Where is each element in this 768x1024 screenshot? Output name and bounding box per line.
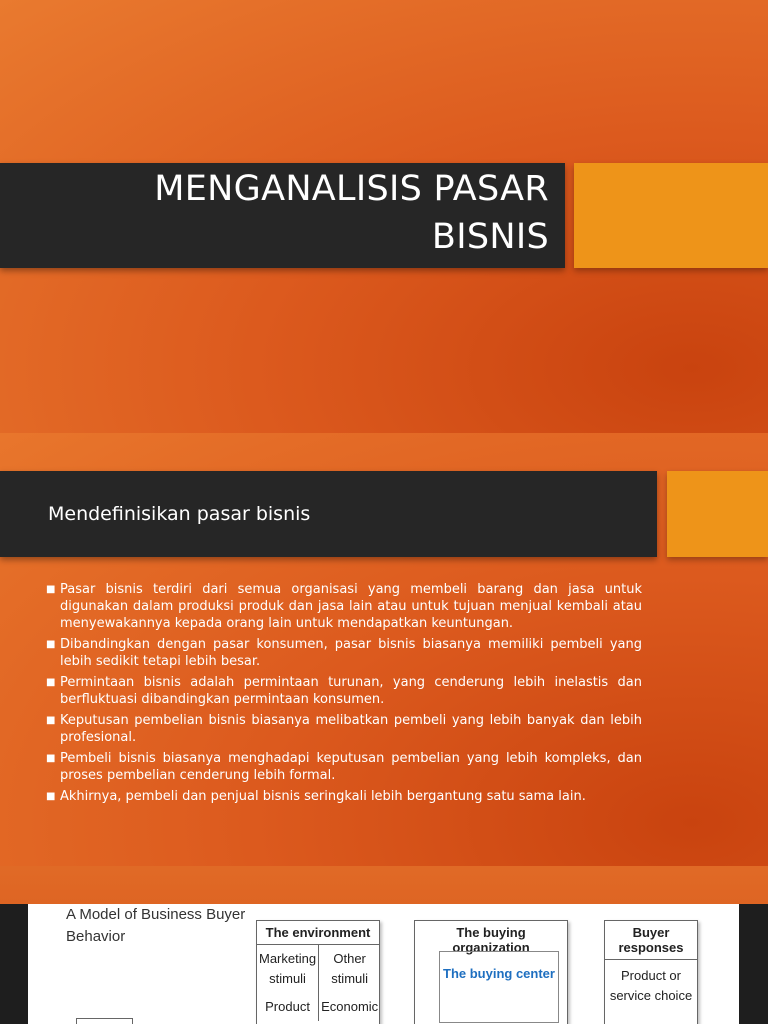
title-slide <box>0 0 768 433</box>
bullet-square-icon: ■ <box>46 715 56 726</box>
bullet-item: ■ Pembeli bisnis biasanya menghadapi keputusan pembelian yang lebih kompleks, dan proses pembelian cenderung lebih formal. <box>46 751 642 783</box>
bullet-item: ■ Akhirnya, pembeli dan penjual bisnis seringkali lebih bergantung satu sama lain. <box>46 789 586 804</box>
figure-title: A Model of Business Buyer Behavior <box>66 906 246 945</box>
response-choice: Product or service choice <box>609 968 693 1003</box>
title-line-1: MENGANALISIS PASAR <box>154 169 549 209</box>
bullet-list <box>46 581 642 809</box>
bullet-item: ■ Permintaan bisnis adalah permintaan turunan, yang cenderung lebih inelastis dan berfluktuasi dibandingkan permintaan konsumen. <box>46 675 642 707</box>
environment-box <box>256 920 380 1024</box>
accent-block <box>667 471 768 557</box>
slide-title <box>154 165 549 261</box>
marketing-stimuli: Marketing stimuli Product <box>259 951 317 1014</box>
buyer-responses-title: Buyer responses <box>605 921 697 960</box>
other-stimuli: Other stimuli Economic <box>318 945 380 1021</box>
bullet-item: ■ Dibandingkan dengan pasar konsumen, pasar bisnis biasanya memiliki pembeli yang lebih sedikit tetapi lebih besar. <box>46 637 642 669</box>
bullet-item: ■ Keputusan pembelian bisnis biasanya melibatkan pembeli yang lebih banyak dan lebih profesional. <box>46 713 642 745</box>
bullet-square-icon: ■ <box>46 791 56 802</box>
bullet-square-icon: ■ <box>46 677 56 688</box>
model-slide <box>0 866 768 1024</box>
accent-block <box>574 163 768 268</box>
definition-slide <box>0 433 768 866</box>
bullet-square-icon: ■ <box>46 753 56 764</box>
buying-organization-title: The buying organization <box>452 925 530 955</box>
header-bar <box>0 471 657 557</box>
buying-center: The buying center <box>439 951 559 1023</box>
slide-heading: Mendefinisikan pasar bisnis <box>48 503 311 525</box>
model-figure <box>28 904 739 1024</box>
title-bar <box>0 163 565 268</box>
bullet-item: ■ Pasar bisnis terdiri dari semua organisasi yang membeli barang dan jasa untuk digunakan dalam produksi produk dan jasa lain atau untuk tujuan menjual kembali atau menyewakannya kepada orang lain untuk mendapatkan keuntungan. <box>46 582 642 631</box>
bullet-square-icon: ■ <box>46 584 56 595</box>
buyer-responses-box <box>604 920 698 1024</box>
title-line-2: BISNIS <box>431 217 549 257</box>
figure-shape <box>76 1018 133 1024</box>
buying-organization-box <box>414 920 568 1024</box>
environment-title: The environment <box>257 921 379 945</box>
bullet-square-icon: ■ <box>46 639 56 650</box>
